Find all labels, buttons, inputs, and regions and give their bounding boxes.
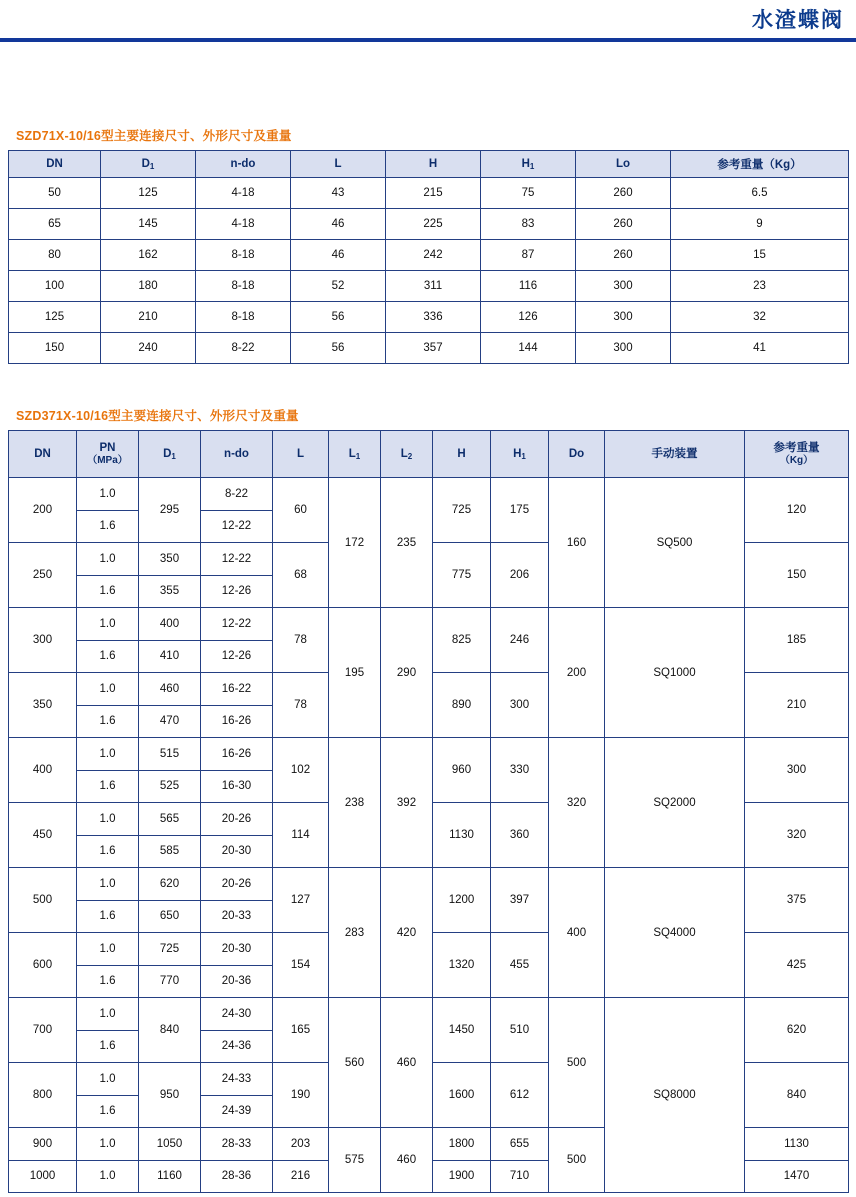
cell-d1: 585: [139, 835, 201, 868]
cell-weight: 320: [745, 803, 849, 868]
cell-l: 127: [273, 868, 329, 933]
cell-l1: 238: [329, 738, 381, 868]
cell-pn: 1.6: [77, 510, 139, 543]
cell-h: 311: [386, 271, 481, 302]
table-row: [9, 271, 849, 302]
cell-weight: 41: [671, 333, 849, 364]
cell-h1: 126: [481, 302, 576, 333]
cell-do: 160: [549, 478, 605, 608]
col-ndo: n-do: [196, 151, 291, 178]
cell-l1: 195: [329, 608, 381, 738]
cell-h1: 83: [481, 209, 576, 240]
cell-h1: 612: [491, 1063, 549, 1128]
cell-l: 203: [273, 1128, 329, 1161]
cell-l2: 460: [381, 998, 433, 1128]
cell-l: 60: [273, 478, 329, 543]
cell-d1: 1050: [139, 1128, 201, 1161]
cell-d1: 460: [139, 673, 201, 706]
col-pn-label: PN: [99, 441, 116, 454]
cell-dn: 150: [9, 333, 101, 364]
cell-do: 500: [549, 1128, 605, 1193]
cell-l2: 460: [381, 1128, 433, 1193]
cell-weight: 1470: [745, 1160, 849, 1193]
cell-weight: 6.5: [671, 178, 849, 209]
cell-ndo: 16-22: [201, 673, 273, 706]
table-row: [9, 478, 849, 511]
cell-l: 78: [273, 673, 329, 738]
cell-dn: 700: [9, 998, 77, 1063]
cell-d1: 410: [139, 640, 201, 673]
cell-ndo: 16-26: [201, 738, 273, 771]
cell-pn: 1.6: [77, 1095, 139, 1128]
cell-dn: 80: [9, 240, 101, 271]
section-szd371x: [0, 406, 856, 1193]
cell-dn: 1000: [9, 1160, 77, 1193]
cell-h: 1800: [433, 1128, 491, 1161]
cell-ndo: 12-22: [201, 543, 273, 576]
cell-lo: 260: [576, 209, 671, 240]
cell-d1: 650: [139, 900, 201, 933]
col-h1: $H_1$: [481, 151, 576, 178]
cell-ndo: 12-26: [201, 575, 273, 608]
cell-dn: 100: [9, 271, 101, 302]
cell-pn: 1.0: [77, 543, 139, 576]
table-row: [9, 608, 849, 641]
cell-ndo: 28-36: [201, 1160, 273, 1193]
cell-h1: 87: [481, 240, 576, 271]
cell-h: 775: [433, 543, 491, 608]
table-header-row: [9, 151, 849, 178]
cell-device: SQ2000: [605, 738, 745, 868]
col-pn-unit: （MPa）: [87, 454, 128, 466]
cell-pn: 1.0: [77, 803, 139, 836]
cell-h: 336: [386, 302, 481, 333]
cell-weight: 15: [671, 240, 849, 271]
cell-pn: 1.6: [77, 640, 139, 673]
cell-h: 1320: [433, 933, 491, 998]
cell-d1: 950: [139, 1063, 201, 1128]
cell-l2: 235: [381, 478, 433, 608]
cell-l: 216: [273, 1160, 329, 1193]
col-pn: [77, 431, 139, 478]
cell-h: 242: [386, 240, 481, 271]
cell-pn: 1.6: [77, 835, 139, 868]
cell-weight: 9: [671, 209, 849, 240]
col-d1: $D_1$: [139, 431, 201, 478]
cell-ndo: 24-36: [201, 1030, 273, 1063]
col-weight-label: 参考重量: [773, 441, 820, 454]
cell-d1: 350: [139, 543, 201, 576]
cell-ndo: 8-22: [196, 333, 291, 364]
table-szd71x-body: [9, 178, 849, 364]
cell-d1: 125: [101, 178, 196, 209]
cell-d1: 470: [139, 705, 201, 738]
col-l2: $L_2$: [381, 431, 433, 478]
cell-d1: 725: [139, 933, 201, 966]
cell-l: 165: [273, 998, 329, 1063]
cell-ndo: 8-18: [196, 271, 291, 302]
cell-device: SQ500: [605, 478, 745, 608]
col-l1: $L_1$: [329, 431, 381, 478]
cell-h1: 455: [491, 933, 549, 998]
cell-do: 400: [549, 868, 605, 998]
cell-pn: 1.0: [77, 1128, 139, 1161]
cell-h: 215: [386, 178, 481, 209]
col-h: H: [386, 151, 481, 178]
table-szd371x: [8, 430, 849, 1193]
cell-l2: 420: [381, 868, 433, 998]
cell-weight: 185: [745, 608, 849, 673]
cell-l: 68: [273, 543, 329, 608]
cell-d1: 145: [101, 209, 196, 240]
cell-weight: 1130: [745, 1128, 849, 1161]
cell-device: SQ8000: [605, 998, 745, 1193]
cell-ndo: 16-30: [201, 770, 273, 803]
cell-pn: 1.0: [77, 1160, 139, 1193]
cell-d1: 1160: [139, 1160, 201, 1193]
table-row: [9, 333, 849, 364]
cell-pn: 1.6: [77, 965, 139, 998]
cell-ndo: 28-33: [201, 1128, 273, 1161]
cell-d1: 355: [139, 575, 201, 608]
cell-pn: 1.6: [77, 900, 139, 933]
cell-ndo: 24-30: [201, 998, 273, 1031]
cell-pn: 1.0: [77, 478, 139, 511]
col-do: Do: [549, 431, 605, 478]
cell-l: 154: [273, 933, 329, 998]
table-row: [9, 998, 849, 1031]
table-row: [9, 240, 849, 271]
cell-l: 46: [291, 240, 386, 271]
page-header: [0, 0, 856, 48]
cell-ndo: 16-26: [201, 705, 273, 738]
cell-h: 825: [433, 608, 491, 673]
cell-h1: 175: [491, 478, 549, 543]
cell-ndo: 8-18: [196, 240, 291, 271]
table-header-row: [9, 431, 849, 478]
cell-l: 190: [273, 1063, 329, 1128]
cell-weight: 150: [745, 543, 849, 608]
cell-h: 357: [386, 333, 481, 364]
cell-pn: 1.0: [77, 673, 139, 706]
cell-ndo: 12-22: [201, 608, 273, 641]
cell-device: SQ1000: [605, 608, 745, 738]
cell-pn: 1.0: [77, 998, 139, 1031]
cell-d1: 515: [139, 738, 201, 771]
cell-h: 725: [433, 478, 491, 543]
cell-l: 43: [291, 178, 386, 209]
col-h: H: [433, 431, 491, 478]
cell-l2: 290: [381, 608, 433, 738]
cell-h1: 300: [491, 673, 549, 738]
cell-d1: 210: [101, 302, 196, 333]
cell-do: 200: [549, 608, 605, 738]
table-row: [9, 868, 849, 901]
cell-weight: 210: [745, 673, 849, 738]
cell-weight: 375: [745, 868, 849, 933]
cell-device: SQ4000: [605, 868, 745, 998]
cell-l1: 575: [329, 1128, 381, 1193]
cell-h1: 655: [491, 1128, 549, 1161]
cell-h1: 116: [481, 271, 576, 302]
cell-h: 1450: [433, 998, 491, 1063]
cell-ndo: 20-36: [201, 965, 273, 998]
table-row: [9, 738, 849, 771]
cell-h: 1130: [433, 803, 491, 868]
col-weight: [745, 431, 849, 478]
cell-d1: 240: [101, 333, 196, 364]
cell-lo: 300: [576, 302, 671, 333]
cell-ndo: 4-18: [196, 209, 291, 240]
cell-dn: 50: [9, 178, 101, 209]
col-l: L: [273, 431, 329, 478]
cell-h1: 710: [491, 1160, 549, 1193]
cell-h: 1600: [433, 1063, 491, 1128]
cell-dn: 800: [9, 1063, 77, 1128]
cell-pn: 1.0: [77, 608, 139, 641]
cell-pn: 1.6: [77, 770, 139, 803]
cell-h1: 206: [491, 543, 549, 608]
cell-do: 320: [549, 738, 605, 868]
col-weight-unit: （Kg）: [779, 454, 814, 466]
cell-l1: 560: [329, 998, 381, 1128]
cell-dn: 450: [9, 803, 77, 868]
cell-h: 960: [433, 738, 491, 803]
cell-h1: 510: [491, 998, 549, 1063]
cell-h1: 360: [491, 803, 549, 868]
cell-h1: 246: [491, 608, 549, 673]
cell-ndo: 4-18: [196, 178, 291, 209]
col-d1: $D_1$: [101, 151, 196, 178]
cell-pn: 1.6: [77, 575, 139, 608]
cell-h1: 397: [491, 868, 549, 933]
col-manual-device: 手动装置: [605, 431, 745, 478]
cell-dn: 500: [9, 868, 77, 933]
cell-weight: 425: [745, 933, 849, 998]
col-h1: $H_1$: [491, 431, 549, 478]
cell-dn: 350: [9, 673, 77, 738]
page-title: 水渣蝶阀: [752, 9, 844, 32]
cell-ndo: 20-33: [201, 900, 273, 933]
col-ndo: n-do: [201, 431, 273, 478]
cell-l: 52: [291, 271, 386, 302]
cell-ndo: 8-18: [196, 302, 291, 333]
cell-dn: 300: [9, 608, 77, 673]
cell-dn: 200: [9, 478, 77, 543]
cell-ndo: 20-30: [201, 835, 273, 868]
header-rule-thin: [0, 41, 856, 42]
cell-ndo: 24-39: [201, 1095, 273, 1128]
cell-dn: 65: [9, 209, 101, 240]
cell-d1: 770: [139, 965, 201, 998]
cell-lo: 260: [576, 178, 671, 209]
cell-d1: 620: [139, 868, 201, 901]
cell-dn: 600: [9, 933, 77, 998]
cell-pn: 1.0: [77, 738, 139, 771]
cell-l: 56: [291, 333, 386, 364]
cell-h: 1200: [433, 868, 491, 933]
cell-l2: 392: [381, 738, 433, 868]
cell-l: 56: [291, 302, 386, 333]
cell-d1: 400: [139, 608, 201, 641]
cell-d1: 840: [139, 998, 201, 1063]
col-dn: DN: [9, 431, 77, 478]
cell-weight: 840: [745, 1063, 849, 1128]
cell-ndo: 20-26: [201, 803, 273, 836]
col-weight: 参考重量（Kg）: [671, 151, 849, 178]
cell-do: 500: [549, 998, 605, 1128]
table-szd371x-body: [9, 478, 849, 1193]
cell-lo: 300: [576, 333, 671, 364]
cell-ndo: 12-22: [201, 510, 273, 543]
cell-l: 78: [273, 608, 329, 673]
cell-ndo: 20-30: [201, 933, 273, 966]
cell-weight: 620: [745, 998, 849, 1063]
table-row: [9, 209, 849, 240]
cell-l: 114: [273, 803, 329, 868]
cell-d1: 295: [139, 478, 201, 543]
cell-h: 890: [433, 673, 491, 738]
cell-ndo: 24-33: [201, 1063, 273, 1096]
col-lo: Lo: [576, 151, 671, 178]
cell-dn: 400: [9, 738, 77, 803]
cell-l1: 172: [329, 478, 381, 608]
cell-d1: 565: [139, 803, 201, 836]
section2-title: SZD371X-10/16型主要连接尺寸、外形尺寸及重量: [16, 409, 299, 423]
cell-dn: 900: [9, 1128, 77, 1161]
table-row: [9, 178, 849, 209]
cell-pn: 1.6: [77, 705, 139, 738]
cell-l: 102: [273, 738, 329, 803]
section-szd71x: [0, 126, 856, 364]
cell-l1: 283: [329, 868, 381, 998]
cell-weight: 23: [671, 271, 849, 302]
cell-d1: 525: [139, 770, 201, 803]
cell-pn: 1.0: [77, 868, 139, 901]
cell-d1: 180: [101, 271, 196, 302]
cell-pn: 1.0: [77, 933, 139, 966]
cell-dn: 250: [9, 543, 77, 608]
cell-ndo: 20-26: [201, 868, 273, 901]
cell-weight: 300: [745, 738, 849, 803]
cell-ndo: 8-22: [201, 478, 273, 511]
cell-pn: 1.0: [77, 1063, 139, 1096]
col-l: L: [291, 151, 386, 178]
cell-weight: 120: [745, 478, 849, 543]
cell-d1: 162: [101, 240, 196, 271]
cell-l: 46: [291, 209, 386, 240]
table-row: [9, 302, 849, 333]
cell-h: 1900: [433, 1160, 491, 1193]
table-szd71x: [8, 150, 849, 364]
cell-dn: 125: [9, 302, 101, 333]
cell-h1: 75: [481, 178, 576, 209]
cell-weight: 32: [671, 302, 849, 333]
cell-ndo: 12-26: [201, 640, 273, 673]
cell-h: 225: [386, 209, 481, 240]
col-dn: DN: [9, 151, 101, 178]
cell-pn: 1.6: [77, 1030, 139, 1063]
cell-lo: 300: [576, 271, 671, 302]
cell-h1: 144: [481, 333, 576, 364]
cell-lo: 260: [576, 240, 671, 271]
section1-title: SZD71X-10/16型主要连接尺寸、外形尺寸及重量: [16, 129, 292, 143]
cell-h1: 330: [491, 738, 549, 803]
